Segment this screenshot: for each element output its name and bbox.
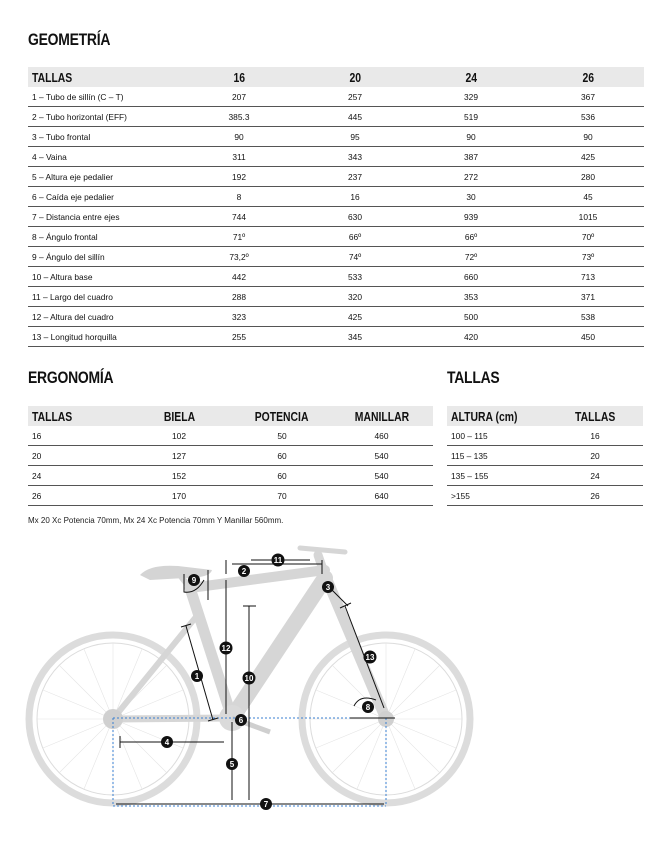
- table-cell: 353: [410, 287, 532, 307]
- table-cell: 630: [300, 207, 410, 227]
- table-cell: 60: [234, 466, 330, 486]
- table-cell: 3 – Tubo frontal: [28, 127, 178, 147]
- table-cell: 500: [410, 307, 532, 327]
- table-cell: 2 – Tubo horizontal (EFF): [28, 107, 178, 127]
- table-cell: 45: [532, 187, 644, 207]
- table-cell: 50: [234, 426, 330, 446]
- table-cell: 100 – 115: [447, 426, 547, 446]
- ergonomics-header-2: POTENCIA: [234, 406, 330, 426]
- table-cell: 7 – Distancia entre ejes: [28, 207, 178, 227]
- table-cell: 90: [178, 127, 300, 147]
- marker-10: [243, 672, 256, 685]
- table-cell: 8: [178, 187, 300, 207]
- table-cell: 16: [547, 426, 643, 446]
- ergonomics-header-3: MANILLAR: [330, 406, 433, 426]
- table-cell: 1 – Tubo de sillín (C – T): [28, 87, 178, 107]
- table-cell: 12 – Altura del cuadro: [28, 307, 178, 327]
- table-cell: 288: [178, 287, 300, 307]
- marker-4: [161, 736, 173, 748]
- table-cell: 1015: [532, 207, 644, 227]
- table-cell: 102: [124, 426, 234, 446]
- table-cell: 127: [124, 446, 234, 466]
- table-cell: 311: [178, 147, 300, 167]
- table-cell: 26: [28, 486, 124, 506]
- svg-text:9: 9: [191, 576, 197, 585]
- table-cell: 71º: [178, 227, 300, 247]
- table-cell: 533: [300, 267, 410, 287]
- marker-7: [260, 798, 272, 810]
- table-cell: 16: [28, 426, 124, 446]
- table-cell: 90: [532, 127, 644, 147]
- table-cell: 367: [532, 87, 644, 107]
- svg-text:7: 7: [263, 800, 269, 809]
- table-cell: 74º: [300, 247, 410, 267]
- svg-text:6: 6: [238, 716, 244, 725]
- table-cell: 70: [234, 486, 330, 506]
- svg-text:4: 4: [164, 738, 170, 747]
- table-cell: 387: [410, 147, 532, 167]
- table-cell: 280: [532, 167, 644, 187]
- table-cell: 345: [300, 327, 410, 347]
- table-cell: 95: [300, 127, 410, 147]
- table-cell: 540: [330, 466, 433, 486]
- geometry-header-3: 24: [410, 67, 532, 87]
- table-cell: 72º: [410, 247, 532, 267]
- sizes-header-1: TALLAS: [547, 406, 643, 426]
- table-cell: 152: [124, 466, 234, 486]
- table-cell: 192: [178, 167, 300, 187]
- svg-text:3: 3: [325, 583, 331, 592]
- marker-3: [322, 581, 334, 593]
- marker-9: [188, 574, 200, 586]
- table-cell: 385.3: [178, 107, 300, 127]
- table-cell: 135 – 155: [447, 466, 547, 486]
- sizes-header-0: ALTURA (cm): [447, 406, 547, 426]
- table-cell: >155: [447, 486, 547, 506]
- table-cell: 445: [300, 107, 410, 127]
- table-cell: 26: [547, 486, 643, 506]
- table-cell: 207: [178, 87, 300, 107]
- table-cell: 939: [410, 207, 532, 227]
- table-cell: 257: [300, 87, 410, 107]
- table-cell: 70º: [532, 227, 644, 247]
- table-cell: 329: [410, 87, 532, 107]
- ergonomics-header-0: TALLAS: [28, 406, 124, 426]
- table-cell: 11 – Largo del cuadro: [28, 287, 178, 307]
- table-cell: 442: [178, 267, 300, 287]
- table-cell: 713: [532, 267, 644, 287]
- table-cell: 16: [300, 187, 410, 207]
- table-cell: 90: [410, 127, 532, 147]
- marker-13: [364, 651, 377, 664]
- table-cell: 4 – Vaina: [28, 147, 178, 167]
- table-cell: 540: [330, 446, 433, 466]
- geometry-header-4: 26: [532, 67, 644, 87]
- table-cell: 6 – Caída eje pedalier: [28, 187, 178, 207]
- table-cell: 425: [532, 147, 644, 167]
- table-cell: 60: [234, 446, 330, 466]
- table-cell: 450: [532, 327, 644, 347]
- svg-text:8: 8: [365, 703, 371, 712]
- marker-5: [226, 758, 238, 770]
- table-cell: 343: [300, 147, 410, 167]
- svg-text:10: 10: [244, 674, 254, 683]
- marker-12: [220, 642, 233, 655]
- table-cell: 420: [410, 327, 532, 347]
- sizes-title: TALLAS: [447, 368, 500, 387]
- marker-2: [238, 565, 250, 577]
- svg-text:2: 2: [241, 567, 247, 576]
- svg-text:1: 1: [194, 672, 200, 681]
- ergonomics-header-1: BIELA: [124, 406, 234, 426]
- geometry-header-0: TALLAS: [28, 67, 178, 87]
- table-cell: 744: [178, 207, 300, 227]
- table-cell: 9 – Ángulo del sillín: [28, 247, 178, 267]
- table-cell: 30: [410, 187, 532, 207]
- table-cell: 460: [330, 426, 433, 446]
- svg-text:5: 5: [229, 760, 235, 769]
- geometry-header-2: 20: [300, 67, 410, 87]
- table-cell: 519: [410, 107, 532, 127]
- table-cell: 640: [330, 486, 433, 506]
- table-cell: 237: [300, 167, 410, 187]
- geometry-header-1: 16: [178, 67, 300, 87]
- table-cell: 66º: [410, 227, 532, 247]
- table-cell: 538: [532, 307, 644, 327]
- geometry-title: GEOMETRÍA: [28, 30, 111, 49]
- table-cell: 323: [178, 307, 300, 327]
- table-cell: 255: [178, 327, 300, 347]
- marker-11: [272, 554, 285, 567]
- table-cell: 660: [410, 267, 532, 287]
- table-cell: 66º: [300, 227, 410, 247]
- table-cell: 5 – Altura eje pedalier: [28, 167, 178, 187]
- table-cell: 73,2º: [178, 247, 300, 267]
- svg-text:13: 13: [365, 653, 375, 662]
- marker-8: [362, 701, 374, 713]
- table-cell: 272: [410, 167, 532, 187]
- table-cell: 8 – Ángulo frontal: [28, 227, 178, 247]
- table-cell: 371: [532, 287, 644, 307]
- ergonomics-title: ERGONOMÍA: [28, 368, 114, 387]
- table-cell: 24: [28, 466, 124, 486]
- table-cell: 536: [532, 107, 644, 127]
- marker-6: [235, 714, 247, 726]
- table-cell: 20: [547, 446, 643, 466]
- table-cell: 24: [547, 466, 643, 486]
- table-cell: 10 – Altura base: [28, 267, 178, 287]
- ergonomics-note: Mx 20 Xc Potencia 70mm, Mx 24 Xc Potencia 70mm Y Manillar 560mm.: [28, 516, 284, 525]
- svg-text:11: 11: [273, 556, 283, 565]
- table-cell: 170: [124, 486, 234, 506]
- table-cell: 425: [300, 307, 410, 327]
- table-cell: 320: [300, 287, 410, 307]
- table-cell: 115 – 135: [447, 446, 547, 466]
- table-cell: 13 – Longitud horquilla: [28, 327, 178, 347]
- table-cell: 73º: [532, 247, 644, 267]
- table-cell: 20: [28, 446, 124, 466]
- marker-1: [191, 670, 203, 682]
- svg-text:12: 12: [221, 644, 231, 653]
